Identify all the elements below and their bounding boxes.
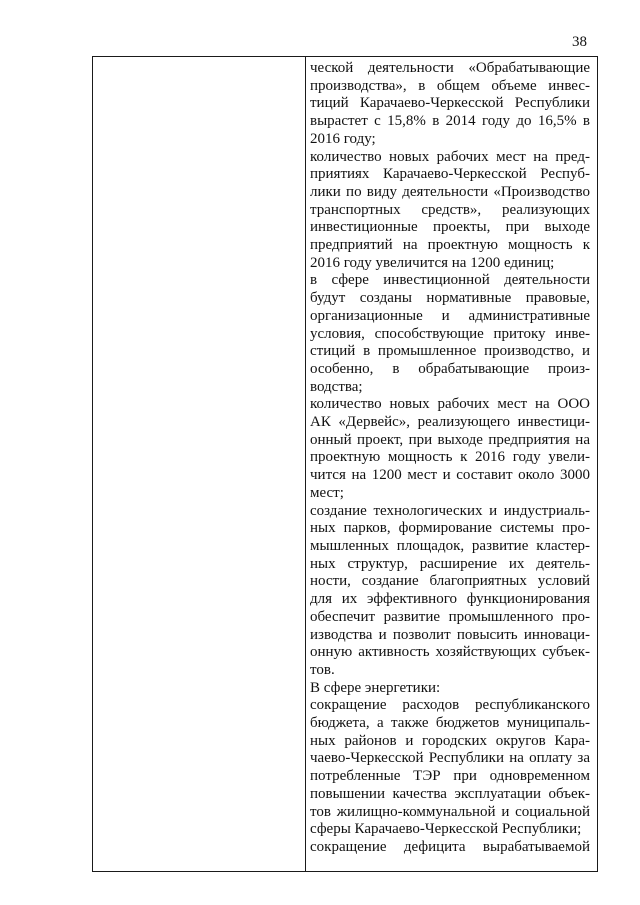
text-line: повышении качества эксплуатации объек- [310,785,590,802]
document-table [92,56,598,872]
text-line: мышленных площадок, развитие кластер- [310,537,590,554]
text-line: особенно, в обрабатывающие произ- [310,360,590,377]
text-line: ных районов и городских округов Кара- [310,732,590,749]
text-line: потребленные ТЭР при одновременном [310,768,590,785]
text-line: приятиях Карачаево-Черкесской Респуб- [310,166,590,183]
text-line: онный проект, при выходе предприятия на [310,431,590,448]
text-line: водства; [310,378,363,395]
text-line: тов жилищно-коммунальной и социальной [310,803,590,820]
text-line: ных структур, расширение их деятель- [310,555,590,572]
table-cell-right [310,60,590,857]
text-line: для их эффективного функционирования [310,591,590,608]
text-line: изводства и позволит повысить инноваци- [310,626,590,643]
page-number: 38 [572,34,587,50]
text-line: организационные и административные [310,307,590,324]
text-line: вырастет с 15,8% в 2014 году до 16,5% в [310,113,590,130]
text-line: количество новых рабочих мест на ООО [310,396,590,413]
table-column-divider [305,57,306,871]
text-line: инвестиционные проекты, при выходе [310,219,590,236]
text-line: обеспечит развитие промышленного про- [310,608,590,625]
text-line: транспортных средств», реализующих [310,201,590,218]
text-line: сферы Карачаево-Черкесской Республики; [310,821,582,838]
text-line: тиций Карачаево-Черкесской Республики [310,95,590,112]
text-line: бюджета, а также бюджетов муниципаль- [310,715,590,732]
text-line: 2016 году увеличится на 1200 единиц; [310,254,555,271]
text-line: ности, создание благоприятных условий [310,573,590,590]
text-line: в сфере инвестиционной деятельности [310,272,590,289]
text-line: будут созданы нормативные правовые, [310,290,590,307]
text-line: 2016 году; [310,130,376,147]
text-line: АК «Дервейс», реализующего инвестици- [310,414,590,431]
text-line: чаево-Черкесской Республики на оплату за [310,750,590,767]
text-line: ных парков, формирование системы про- [310,520,590,537]
text-line: сокращение расходов республиканского [310,697,590,714]
text-line: стиций в промышленное производство, и [310,343,590,360]
text-line: производства», в общем объеме инвес- [310,77,590,94]
text-line: предприятий на проектную мощность к [310,237,590,254]
text-line: сокращение дефицита вырабатываемой [310,838,590,855]
text-line: количество новых рабочих мест на пред- [310,148,590,165]
text-line: В сфере энергетики: [310,679,441,696]
text-line: мест; [310,484,344,501]
text-line: тов. [310,661,335,678]
text-line: проектную мощность к 2016 году увели- [310,449,590,466]
text-line: условия, способствующие притоку инве- [310,325,590,342]
text-line: ческой деятельности «Обрабатывающие [310,60,590,76]
text-line: лики по виду деятельности «Производство [310,183,590,200]
text-line: онную активность хозяйствующих субъек- [310,644,590,661]
text-line: создание технологических и индустриаль- [310,502,590,519]
text-line: чится на 1200 мест и составит около 3000 [310,467,590,484]
